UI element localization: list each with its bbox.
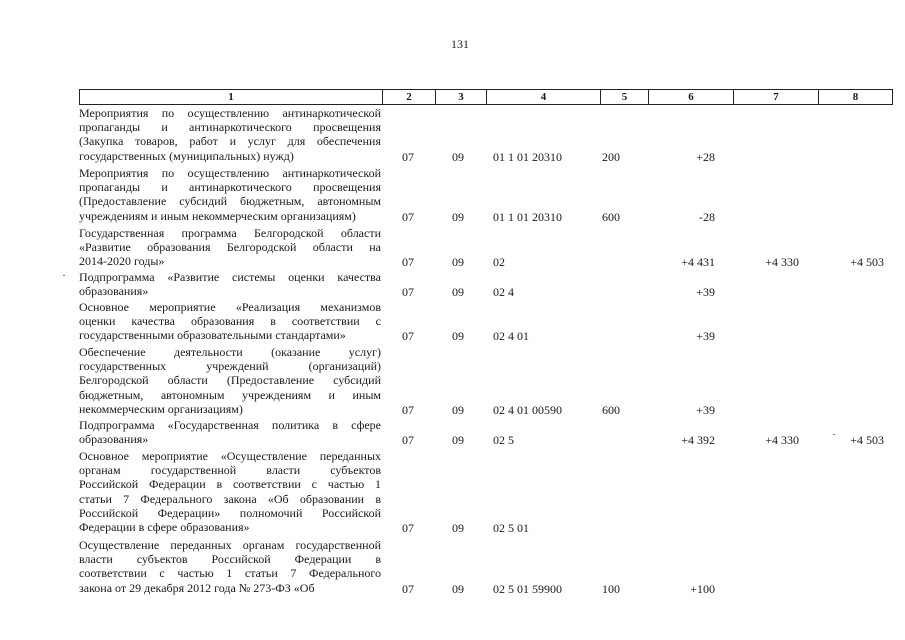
cell-col-4: 02 5 01 <box>493 521 529 535</box>
description-line: государственных (муниципальных) нужд) <box>79 148 294 163</box>
cell-col-2: 07 <box>402 285 414 300</box>
cell-col-3: 09 <box>452 402 464 417</box>
header-col-8: 8 <box>818 89 893 105</box>
description-line: Российской Федерации» полномочий Российской <box>79 505 381 520</box>
description-line: статьи 7 Федерального закона «Об образовании в <box>79 491 381 506</box>
cell-col-8: +4 503 <box>850 255 884 270</box>
description-line: (Закупка товаров, работ и услуг для обеспечения <box>79 134 381 149</box>
cell-col-6: +100 <box>690 581 715 596</box>
header-col-3: 3 <box>435 89 487 105</box>
description-line: Мероприятия по осуществлению антинаркотической <box>79 106 381 120</box>
description-line: органам государственной власти субъектов <box>79 463 381 478</box>
cell-col-4: 02 4 <box>493 285 514 300</box>
header-col-2: 2 <box>382 89 436 105</box>
cell-col-2: 07 <box>402 581 414 596</box>
description-line: закона от 29 декабря 2012 года № 273-ФЗ «Об <box>79 580 315 595</box>
cell-col-5: 200 <box>602 149 620 164</box>
description-line: Белгородской области (Предоставление субсидий <box>79 373 381 388</box>
row-description <box>79 106 381 163</box>
cell-col-4: 02 4 01 <box>493 329 529 344</box>
header-col-4: 4 <box>486 89 601 105</box>
description-line: образования» <box>79 432 149 447</box>
scan-speck <box>833 434 835 435</box>
cell-col-2: 07 <box>402 209 414 224</box>
header-col-5: 5 <box>600 89 649 105</box>
description-line: 2014-2020 годы» <box>79 254 165 269</box>
cell-col-3: 09 <box>452 149 464 164</box>
scan-speck <box>63 275 65 276</box>
description-line: пропаганды и антинаркотического просвещения <box>79 180 381 195</box>
description-line: некоммерческим организациям) <box>79 401 243 416</box>
description-line: учреждениям и иным некоммерческим организациям) <box>79 208 356 223</box>
cell-col-3: 09 <box>452 581 464 596</box>
cell-col-4: 02 <box>493 255 505 270</box>
cell-col-4: 01 1 01 20310 <box>493 209 562 224</box>
cell-col-3: 09 <box>452 255 464 270</box>
description-line: Подпрограмма «Государственная политика в сфере <box>79 418 381 432</box>
cell-col-6: +28 <box>696 149 715 164</box>
description-line: пропаганды и антинаркотического просвещения <box>79 120 381 135</box>
cell-col-2: 07 <box>402 402 414 417</box>
cell-col-2: 07 <box>402 433 414 448</box>
row-description <box>79 270 381 298</box>
row-description <box>79 300 381 343</box>
cell-col-4: 01 1 01 20310 <box>493 149 562 164</box>
cell-col-6: +4 431 <box>681 255 715 270</box>
cell-col-3: 09 <box>452 285 464 300</box>
row-description <box>79 418 381 446</box>
cell-col-3: 09 <box>452 209 464 224</box>
description-line: Федерации в сфере образования» <box>79 520 250 535</box>
cell-col-2: 07 <box>402 329 414 344</box>
cell-col-5: 600 <box>602 402 620 417</box>
row-description <box>79 538 381 595</box>
cell-col-5: 600 <box>602 209 620 224</box>
description-line: Российской Федерации в соответствии с частью 1 <box>79 477 381 492</box>
cell-col-4: 02 5 01 59900 <box>493 581 562 596</box>
cell-col-3: 09 <box>452 521 464 535</box>
description-line: Подпрограмма «Развитие системы оценки качества <box>79 270 381 284</box>
cell-col-5: 100 <box>602 581 620 596</box>
cell-col-6: +39 <box>696 402 715 417</box>
description-line: Государственная программа Белгородской области <box>79 226 381 240</box>
page-number: 131 <box>451 37 469 51</box>
cell-col-2: 07 <box>402 149 414 164</box>
cell-col-8: +4 503 <box>850 433 884 448</box>
row-description <box>79 226 381 269</box>
cell-col-4: 02 4 01 00590 <box>493 402 562 417</box>
description-line: Основное мероприятие «Реализация механизмов <box>79 300 381 314</box>
description-line: Обеспечение деятельности (оказание услуг) <box>79 345 381 359</box>
description-line: власти субъектов Российской Федерации в <box>79 552 381 567</box>
cell-col-2: 07 <box>402 521 414 535</box>
cell-col-2: 07 <box>402 255 414 270</box>
header-col-6: 6 <box>648 89 734 105</box>
cell-col-3: 09 <box>452 433 464 448</box>
description-line: (Предоставление субсидий бюджетным, автономным <box>79 194 381 209</box>
cell-col-6: +4 392 <box>681 433 715 448</box>
description-line: государственных учреждений (организаций) <box>79 359 381 374</box>
description-line: бюджетным, автономным учреждениям и иным <box>79 387 381 402</box>
description-line: государственными образовательными стандартами» <box>79 328 346 343</box>
cell-col-3: 09 <box>452 329 464 344</box>
description-line: соответствии с частью 1 статьи 7 Федерального <box>79 566 381 581</box>
row-description <box>79 449 381 534</box>
cell-col-6: -28 <box>699 209 715 224</box>
description-line: оценки качества образования в соответствии с <box>79 314 381 329</box>
header-col-7: 7 <box>733 89 819 105</box>
description-line: образования» <box>79 284 149 299</box>
description-line: Основное мероприятие «Осуществление переданных <box>79 449 381 463</box>
header-col-1: 1 <box>79 89 383 105</box>
row-description <box>79 166 381 223</box>
description-line: Мероприятия по осуществлению антинаркотической <box>79 166 381 180</box>
cell-col-7: +4 330 <box>765 433 799 448</box>
table-header <box>79 89 893 105</box>
cell-col-4: 02 5 <box>493 433 514 448</box>
cell-col-6: +39 <box>696 285 715 300</box>
cell-col-6: +39 <box>696 329 715 344</box>
row-description <box>79 345 381 416</box>
description-line: Осуществление переданных органам государственной <box>79 538 381 552</box>
description-line: «Развитие образования Белгородской области на <box>79 240 381 255</box>
cell-col-7: +4 330 <box>765 255 799 270</box>
